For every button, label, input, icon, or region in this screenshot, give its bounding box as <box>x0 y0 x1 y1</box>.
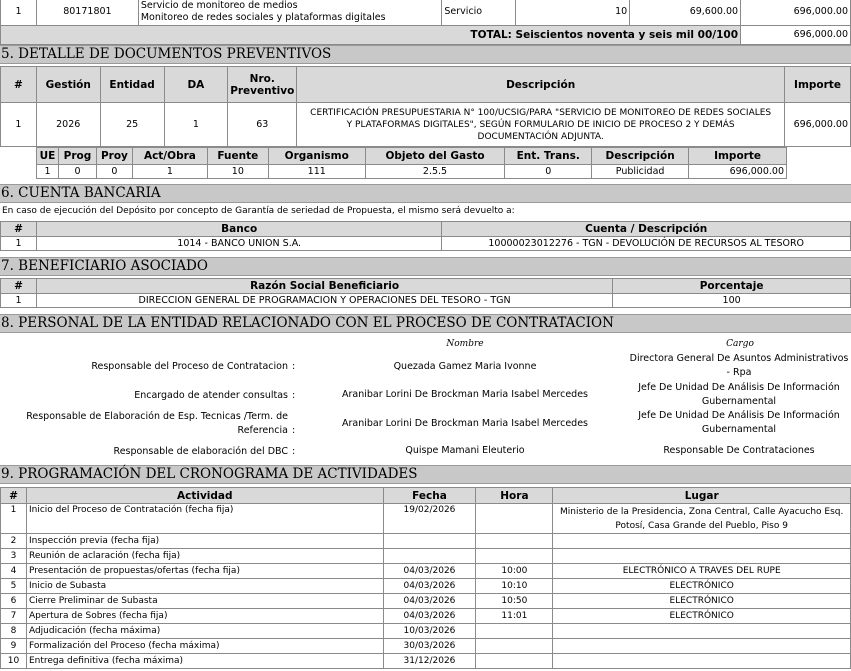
table-header-row <box>1 488 851 504</box>
cell-cuenta: 10000023012276 - TGN - DEVOLUCIÓN DE RECURSOS AL TESORO <box>442 237 851 251</box>
table-row <box>1 564 851 579</box>
cell-fecha: 30/03/2026 <box>383 639 476 654</box>
role-label: Responsable del Proceso de Contratacion <box>91 361 288 372</box>
section-6-title: 6. CUENTA BANCARIA <box>0 184 851 203</box>
col-gestion: Gestión <box>36 67 100 103</box>
cell-hora <box>476 639 553 654</box>
col-num: # <box>1 488 27 504</box>
cell-num: 2 <box>1 534 27 549</box>
table-row <box>1 0 851 26</box>
col-num: # <box>1 222 37 237</box>
table-header-row <box>1 279 851 294</box>
col-fecha: Fecha <box>383 488 476 504</box>
cell-hora <box>476 624 553 639</box>
col-banco: Banco <box>36 222 441 237</box>
person-cargo: Directora General De Asuntos Administrativos - Rpa <box>629 353 849 378</box>
person-cargo: Responsable De Contrataciones <box>663 445 815 456</box>
cell-actividad: Inicio de Subasta <box>26 579 383 594</box>
table-row <box>1 534 851 549</box>
cell-num: 1 <box>1 237 37 251</box>
cell-lugar <box>553 534 851 549</box>
cell-proy: 0 <box>96 165 132 179</box>
cell-lugar: ELECTRÓNICO A TRAVES DEL RUPE <box>553 564 851 579</box>
cell-lugar <box>553 549 851 564</box>
total-label: TOTAL: Seiscientos noventa y seis mil 00/100 <box>1 26 741 45</box>
cell-ue: 1 <box>37 165 59 179</box>
cell-importe: 696,000.00 <box>689 165 787 179</box>
table-header-row <box>37 148 787 165</box>
item-unit-price: 69,600.00 <box>630 0 741 26</box>
cell-lugar <box>553 654 851 669</box>
col-porcentaje: Porcentaje <box>613 279 851 294</box>
person-cargo: Jefe De Unidad De Análisis De Información Gubernamental <box>638 410 840 435</box>
cell-num: 8 <box>1 624 27 639</box>
cell-actividad: Presentación de propuestas/ofertas (fecha fija) <box>26 564 383 579</box>
col-hora: Hora <box>476 488 553 504</box>
item-num: 1 <box>1 0 37 26</box>
section-5-title: 5. DETALLE DE DOCUMENTOS PREVENTIVOS <box>0 45 851 64</box>
items-table <box>0 0 851 45</box>
total-value: 696,000.00 <box>741 26 851 45</box>
table-row <box>1 624 851 639</box>
table-row <box>1 549 851 564</box>
cell-razon-social: DIRECCION GENERAL DE PROGRAMACION Y OPERACIONES DEL TESORO - TGN <box>36 294 612 308</box>
col-cargo-label: Cargo <box>726 339 754 349</box>
preventivo-detail-table <box>36 147 787 179</box>
item-code: 80171801 <box>36 0 138 26</box>
cell-fecha: 19/02/2026 <box>383 504 476 534</box>
cell-hora <box>476 654 553 669</box>
person-name: Quezada Gamez Maria Ivonne <box>393 361 537 372</box>
col-ent-trans: Ent. Trans. <box>505 148 592 165</box>
col-ue: UE <box>37 148 59 165</box>
cell-prog: 0 <box>58 165 96 179</box>
cell-hora: 10:50 <box>476 594 553 609</box>
col-proy: Proy <box>96 148 132 165</box>
col-cuenta: Cuenta / Descripción <box>442 222 851 237</box>
cell-hora <box>476 549 553 564</box>
col-lugar: Lugar <box>553 488 851 504</box>
cell-num: 6 <box>1 594 27 609</box>
cell-ent-trans: 0 <box>505 165 592 179</box>
item-desc-line1: Servicio de monitoreo de medios <box>140 0 298 11</box>
cell-fecha: 10/03/2026 <box>383 624 476 639</box>
col-actobra: Act/Obra <box>132 148 207 165</box>
table-row <box>1 504 851 534</box>
cell-hora <box>476 534 553 549</box>
section-8-title: 8. PERSONAL DE LA ENTIDAD RELACIONADO CON EL PROCESO DE CONTRATACION <box>0 314 851 333</box>
bank-note: En caso de ejecución del Depósito por concepto de Garantía de seriedad de Propuesta, el mismo será devuelto a: <box>2 206 515 216</box>
col-da: DA <box>164 67 228 103</box>
role-label: Responsable de elaboración del DBC <box>113 446 288 457</box>
table-row <box>1 103 851 147</box>
cell-lugar <box>553 624 851 639</box>
cell-fecha: 04/03/2026 <box>383 609 476 624</box>
cell-actividad: Formalización del Proceso (fecha máxima) <box>26 639 383 654</box>
table-row <box>1 639 851 654</box>
cell-objeto-gasto: 2.5.5 <box>365 165 505 179</box>
cell-fecha: 04/03/2026 <box>383 579 476 594</box>
cell-actividad: Apertura de Sobres (fecha fija) <box>26 609 383 624</box>
cell-importe: 696,000.00 <box>785 103 851 147</box>
cell-banco: 1014 - BANCO UNION S.A. <box>36 237 441 251</box>
item-desc-line2: Monitoreo de redes sociales y plataformas digitales <box>140 11 386 23</box>
cell-hora: 10:00 <box>476 564 553 579</box>
cell-lugar: ELECTRÓNICO <box>553 579 851 594</box>
item-qty: 10 <box>516 0 630 26</box>
col-importe: Importe <box>785 67 851 103</box>
table-row <box>1 594 851 609</box>
cell-fecha <box>383 534 476 549</box>
cell-fecha <box>383 549 476 564</box>
col-entidad: Entidad <box>100 67 164 103</box>
person-name: Quispe Mamani Eleuterio <box>405 445 525 456</box>
cell-lugar: ELECTRÓNICO <box>553 594 851 609</box>
table-row <box>1 237 851 251</box>
col-organismo: Organismo <box>268 148 365 165</box>
role-label: Encargado de atender consultas <box>134 390 288 401</box>
item-description <box>138 0 442 26</box>
col-prog: Prog <box>58 148 96 165</box>
col-importe: Importe <box>689 148 787 165</box>
col-actividad: Actividad <box>26 488 383 504</box>
col-descripcion: Descripción <box>297 67 785 103</box>
col-objeto-gasto: Objeto del Gasto <box>365 148 505 165</box>
cell-fuente: 10 <box>207 165 268 179</box>
cell-fecha: 04/03/2026 <box>383 564 476 579</box>
cell-hora <box>476 504 553 534</box>
cell-lugar: ELECTRÓNICO <box>553 609 851 624</box>
cell-actobra: 1 <box>132 165 207 179</box>
cell-num: 5 <box>1 579 27 594</box>
col-preventivo: Nro. Preventivo <box>228 67 297 103</box>
cell-num: 9 <box>1 639 27 654</box>
table-row <box>1 579 851 594</box>
table-row <box>1 654 851 669</box>
col-fuente: Fuente <box>207 148 268 165</box>
section-7-title: 7. BENEFICIARIO ASOCIADO <box>0 257 851 276</box>
col-nombre-label: Nombre <box>446 339 484 349</box>
bank-table <box>0 221 851 251</box>
cell-actividad: Adjudicación (fecha máxima) <box>26 624 383 639</box>
col-num: # <box>1 67 37 103</box>
total-row <box>1 26 851 45</box>
table-row <box>1 609 851 624</box>
col-razon-social: Razón Social Beneficiario <box>36 279 612 294</box>
cell-num: 4 <box>1 564 27 579</box>
beneficiario-table <box>0 278 851 308</box>
cronograma-table <box>0 487 851 669</box>
table-header-row <box>1 222 851 237</box>
cell-num: 1 <box>1 504 27 534</box>
cell-descripcion: Publicidad <box>592 165 689 179</box>
table-header-row <box>1 67 851 103</box>
cell-descripcion: CERTIFICACIÓN PRESUPUESTARIA N° 100/UCSIG/PARA "SERVICIO DE MONITOREO DE REDES SOCIALES Y PLATAFORMAS DIGITALES", SEGÚN FORMULARIO DE INICIO DE PROCESO 2 Y DEMÁS DOCUMENTACIÓN ADJUNTA. <box>297 103 785 147</box>
cell-lugar: Ministerio de la Presidencia, Zona Central, Calle Ayacucho Esq. Potosí, Casa Grande del Pueblo, Piso 9 <box>553 504 851 534</box>
cell-actividad: Inspección previa (fecha fija) <box>26 534 383 549</box>
cell-gestion: 2026 <box>36 103 100 147</box>
cell-actividad: Entrega definitiva (fecha máxima) <box>26 654 383 669</box>
col-num: # <box>1 279 37 294</box>
col-descripcion: Descripción <box>592 148 689 165</box>
person-name: Aranibar Lorini De Brockman Maria Isabel Mercedes <box>341 418 589 429</box>
cell-actividad: Cierre Preliminar de Subasta <box>26 594 383 609</box>
cell-da: 1 <box>164 103 228 147</box>
cell-preventivo: 63 <box>228 103 297 147</box>
cell-hora: 10:10 <box>476 579 553 594</box>
cell-num: 3 <box>1 549 27 564</box>
section-9-title: 9. PROGRAMACIÓN DEL CRONOGRAMA DE ACTIVIDADES <box>0 465 851 484</box>
cell-organismo: 111 <box>268 165 365 179</box>
cell-entidad: 25 <box>100 103 164 147</box>
role-label: Responsable de Elaboración de Esp. Tecnicas /Term. de Referencia <box>26 411 288 436</box>
person-cargo: Jefe De Unidad De Análisis De Información Gubernamental <box>638 382 840 407</box>
cell-hora: 11:01 <box>476 609 553 624</box>
table-row <box>1 294 851 308</box>
cell-num: 10 <box>1 654 27 669</box>
cell-actividad: Inicio del Proceso de Contratación (fecha fija) <box>26 504 383 534</box>
cell-actividad: Reunión de aclaración (fecha fija) <box>26 549 383 564</box>
cell-num: 7 <box>1 609 27 624</box>
cell-porcentaje: 100 <box>613 294 851 308</box>
cell-fecha: 04/03/2026 <box>383 594 476 609</box>
item-total: 696,000.00 <box>741 0 851 26</box>
preventivos-table <box>0 66 851 147</box>
cell-num: 1 <box>1 103 37 147</box>
cell-num: 1 <box>1 294 37 308</box>
person-name: Aranibar Lorini De Brockman Maria Isabel Mercedes <box>341 389 589 400</box>
table-row <box>37 165 787 179</box>
item-type: Servicio <box>442 0 516 26</box>
cell-fecha: 31/12/2026 <box>383 654 476 669</box>
cell-lugar <box>553 639 851 654</box>
